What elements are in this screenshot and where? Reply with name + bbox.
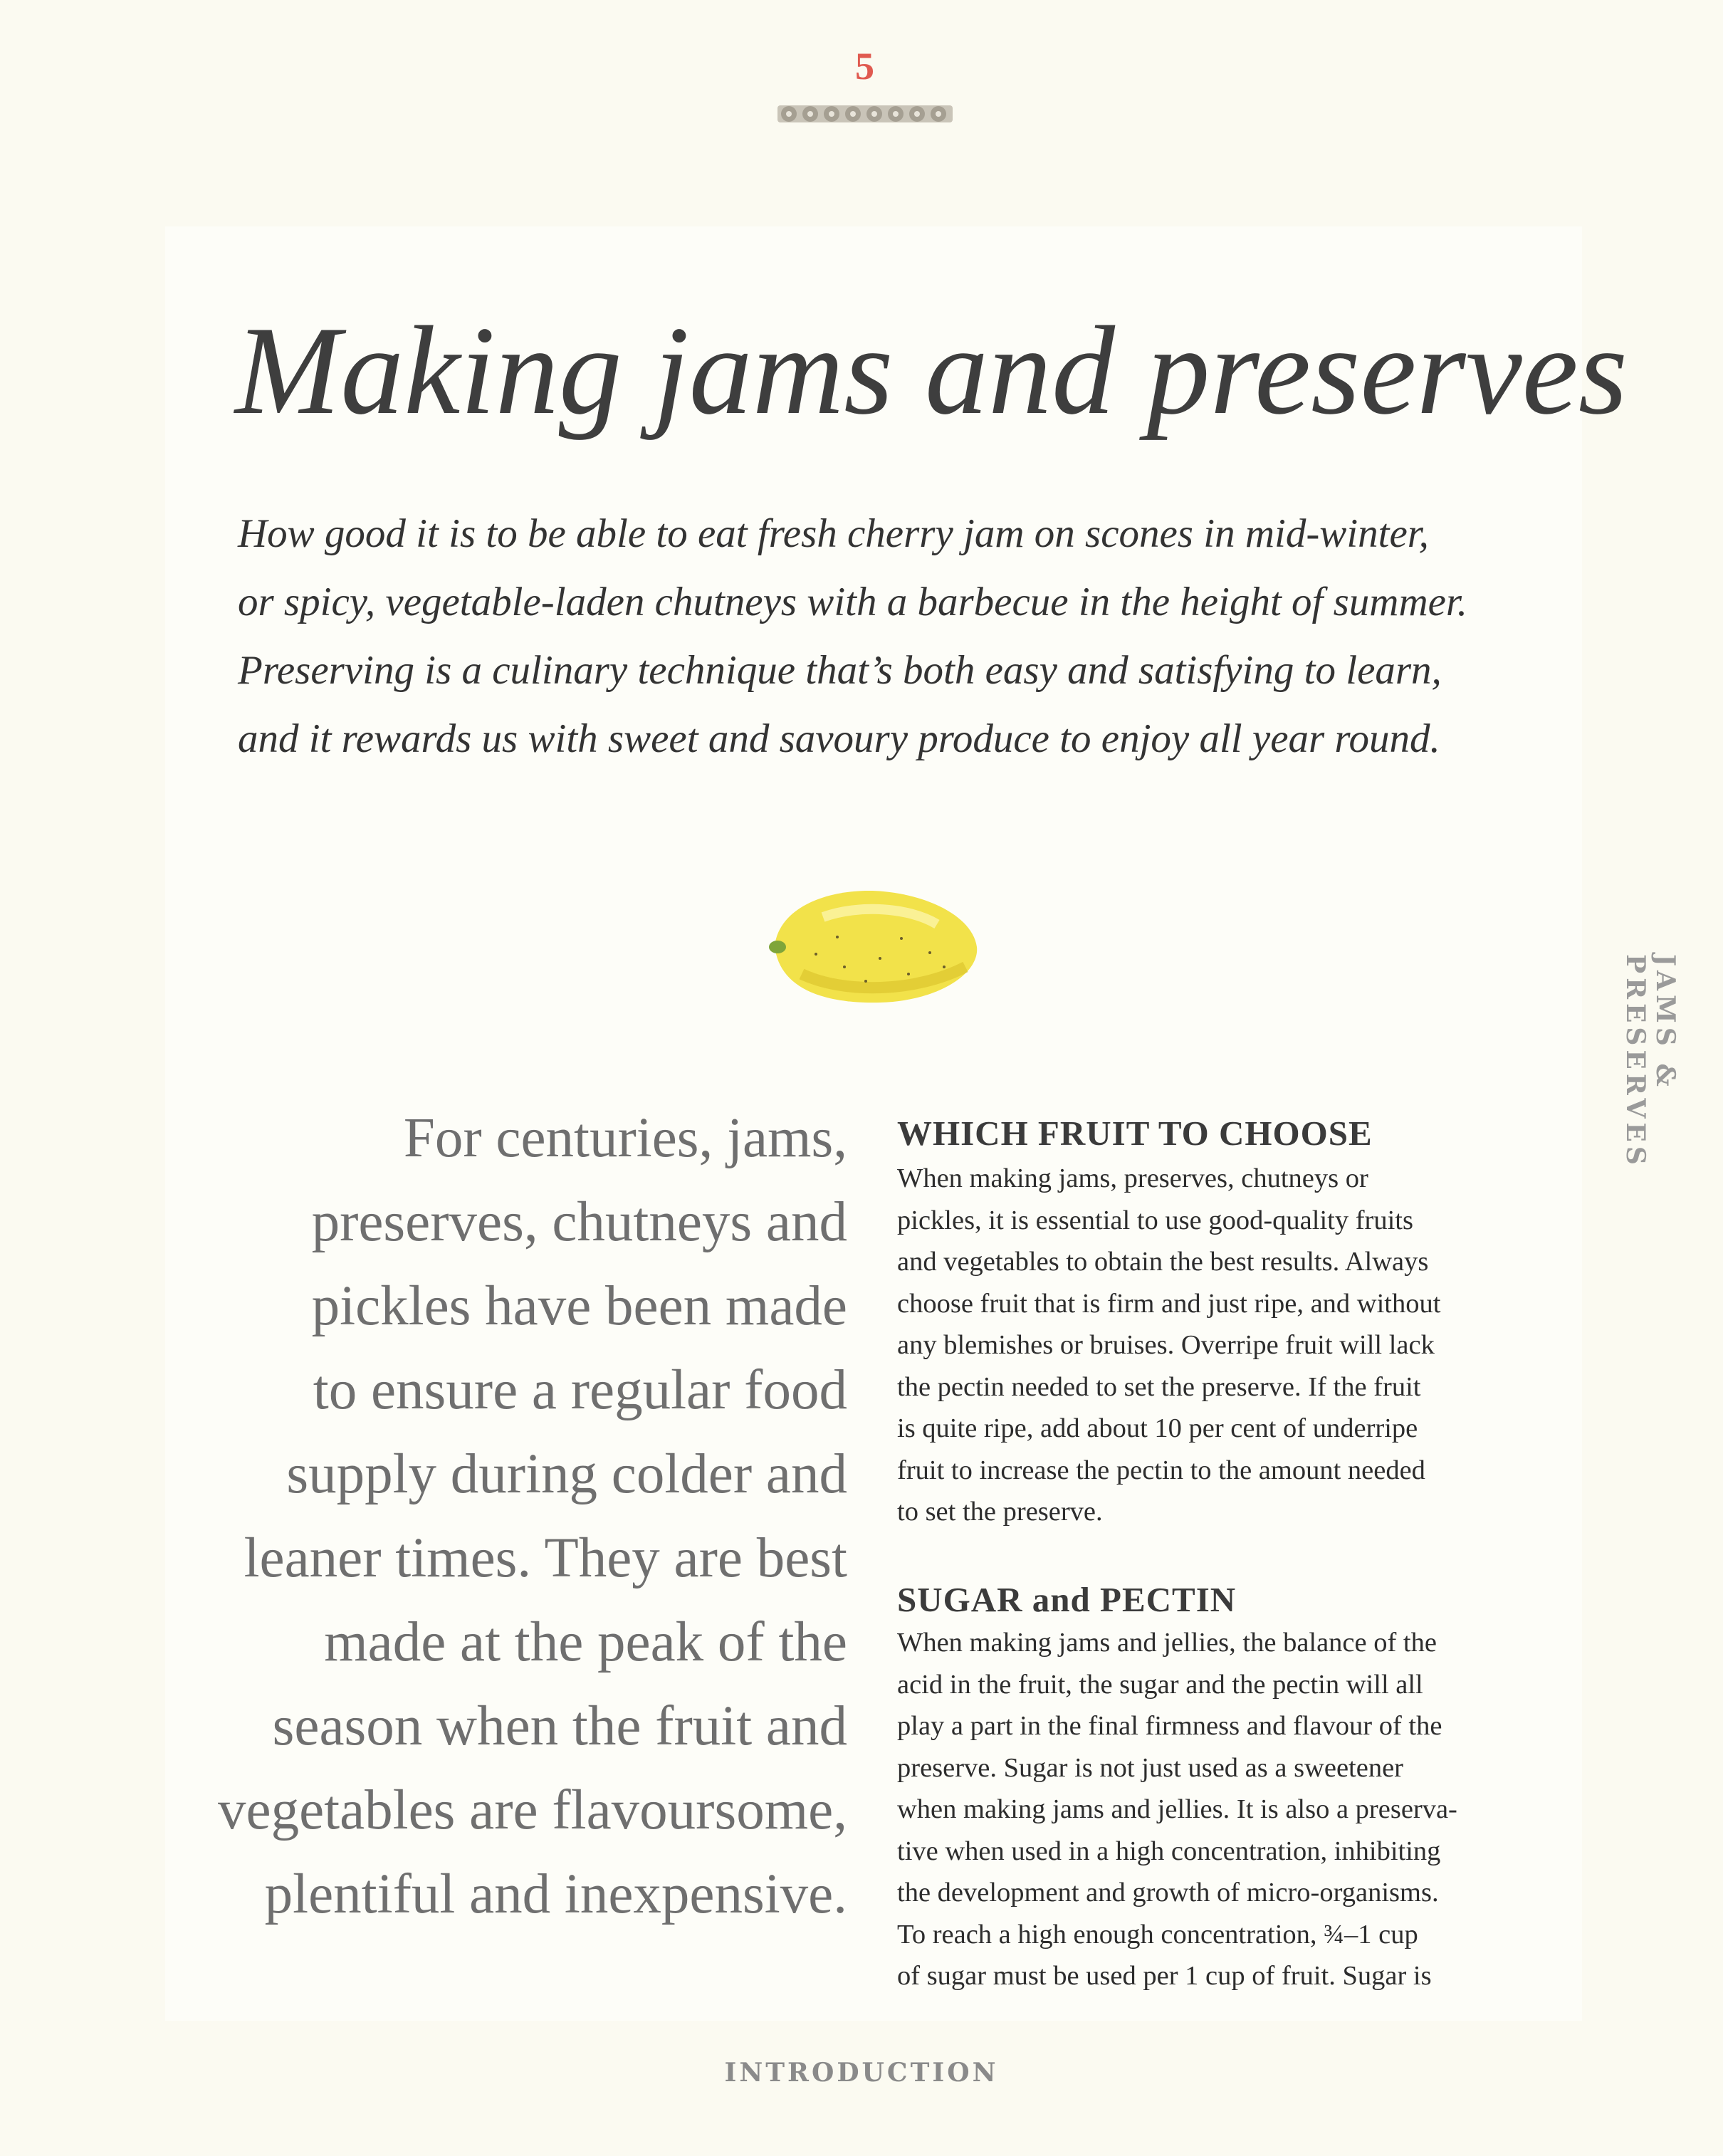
pull-quote-line: season when the fruit and (272, 1695, 847, 1757)
body-line: When making jams, preserves, chutneys or (897, 1163, 1368, 1193)
body-line: acid in the fruit, the sugar and the pectin will all (897, 1669, 1423, 1700)
page-number: 5 (855, 45, 875, 88)
body-line: and vegetables to obtain the best results. Always (897, 1247, 1429, 1277)
intro-line: or spicy, vegetable-laden chutneys with a barbecue in the height of summer. (238, 580, 1468, 624)
intro-line: and it rewards us with sweet and savoury produce to enjoy all year round. (238, 716, 1440, 761)
body-line: to set the preserve. (897, 1497, 1103, 1527)
body-line: preserve. Sugar is not just used as a sweetener (897, 1752, 1403, 1783)
body-line: To reach a high enough concentration, ¾–1 cup (897, 1919, 1418, 1950)
body-line: choose fruit that is firm and just ripe, and without (897, 1288, 1441, 1319)
intro-paragraph (238, 500, 1555, 773)
pull-quote-line: pickles have been made (311, 1275, 847, 1337)
body-line: the pectin needed to set the preserve. If the fruit (897, 1371, 1421, 1402)
body-line: any blemishes or bruises. Overripe fruit will lack (897, 1330, 1435, 1360)
section-body (897, 1158, 1524, 1533)
body-line: is quite ripe, add about 10 per cent of underripe (897, 1413, 1418, 1443)
section-body (897, 1622, 1524, 1997)
pull-quote-line: For centuries, jams, (403, 1107, 847, 1169)
body-line: When making jams and jellies, the balance of the (897, 1628, 1437, 1658)
body-line: the development and growth of micro-organisms. (897, 1878, 1439, 1908)
lace-ornament-icon (777, 95, 953, 132)
pull-quote-line: preserves, chutneys and (311, 1191, 847, 1253)
pull-quote-line: supply during colder and (286, 1443, 847, 1505)
body-line: pickles, it is essential to use good-quality fruits (897, 1205, 1413, 1235)
section-heading: WHICH FRUIT TO CHOOSE (897, 1114, 1373, 1153)
pull-quote (214, 1097, 847, 1937)
pull-quote-line: made at the peak of the (324, 1611, 847, 1673)
page-title: Making jams and preserves (235, 300, 1628, 441)
footer-section-label: INTRODUCTION (724, 2058, 999, 2088)
pull-quote-line: plentiful and inexpensive. (264, 1863, 847, 1925)
pull-quote-line: vegetables are flavoursome, (218, 1779, 847, 1841)
intro-line: How good it is to be able to eat fresh cherry jam on scones in mid-winter, (238, 511, 1429, 556)
body-line: tive when used in a high concentration, inhibiting (897, 1836, 1441, 1866)
intro-line: Preserving is a culinary technique that’s both easy and satisfying to learn, (238, 648, 1442, 693)
chapter-side-label: JAMS & PRESERVES (1620, 954, 1680, 1169)
section-sugar-pectin (897, 1578, 1524, 1997)
body-line: fruit to increase the pectin to the amount needed (897, 1455, 1425, 1485)
pull-quote-line: leaner times. They are best (243, 1527, 847, 1589)
section-which-fruit (897, 1111, 1524, 1533)
lemon-illustration-icon (759, 867, 987, 1024)
section-heading: SUGAR and PECTIN (897, 1580, 1237, 1619)
body-line: play a part in the final firmness and flavour of the (897, 1711, 1442, 1741)
pull-quote-line: to ensure a regular food (313, 1359, 847, 1421)
body-line: of sugar must be used per 1 cup of fruit. Sugar is (897, 1961, 1432, 1991)
body-line: when making jams and jellies. It is also a preserva- (897, 1794, 1457, 1824)
